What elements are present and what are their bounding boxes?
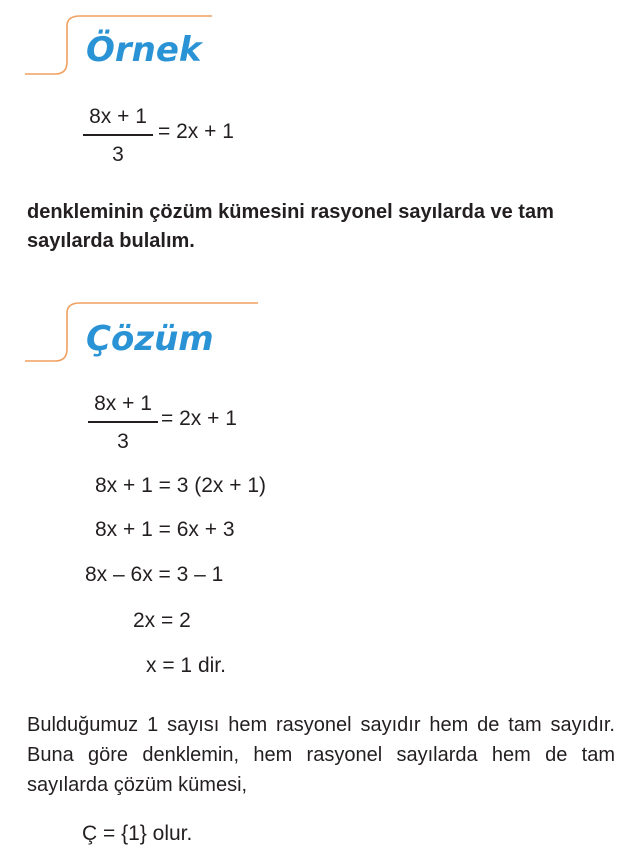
example-numerator: 8x + 1 — [89, 105, 147, 128]
solution-denominator: 3 — [117, 430, 129, 453]
example-statement: denkleminin çözüm kümesini rasyonel sayılarda ve tam sayılarda bulalım. — [27, 201, 554, 252]
solution-fraction — [88, 391, 158, 455]
solution-result: Ç = {1} olur. — [82, 822, 193, 845]
solution-step-4: 2x = 2 — [133, 609, 191, 632]
example-fraction — [83, 104, 153, 168]
solution-paragraph: Bulduğumuz 1 sayısı hem rasyonel sayıdır hem de tam sayıdır. Buna göre denklemin, hem rasyonel sayılarda hem de tam sayılarda çözüm kümesi, — [27, 714, 615, 796]
solution-step-5: x = 1 dir. — [146, 654, 226, 677]
fraction-bar — [88, 421, 158, 423]
example-title: Örnek — [86, 30, 202, 70]
solution-step-1: 8x + 1 = 3 (2x + 1) — [95, 474, 267, 497]
example-header — [0, 12, 260, 82]
solution-header — [0, 298, 260, 368]
solution-step-3: 8x – 6x = 3 – 1 — [85, 563, 224, 586]
example-denominator: 3 — [112, 143, 124, 166]
fraction-bar — [83, 134, 153, 136]
solution-rhs: = 2x + 1 — [161, 407, 237, 430]
example-rhs: = 2x + 1 — [158, 120, 234, 143]
solution-title: Çözüm — [86, 319, 214, 359]
solution-step-2: 8x + 1 = 6x + 3 — [95, 518, 235, 541]
solution-numerator: 8x + 1 — [94, 392, 152, 415]
